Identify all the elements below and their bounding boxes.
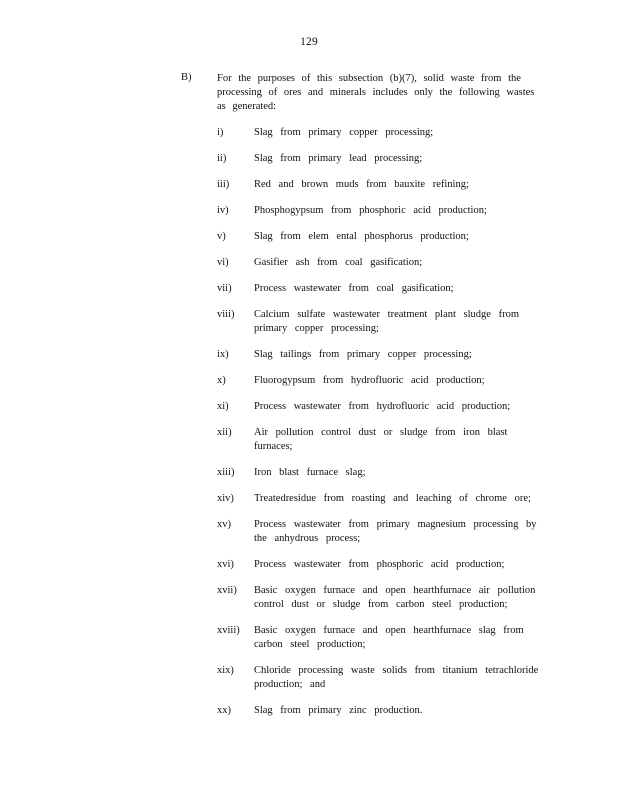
item-text: Iron blast furnace slag; — [254, 467, 366, 478]
item-text: Calcium sulfate wastewater treatment plant sludge from primary copper processing; — [254, 309, 520, 334]
item-text: Process wastewater from phosphoric acid production; — [254, 559, 505, 570]
item-text: Process wastewater from hydrofluoric acid production; — [254, 401, 511, 412]
item-number: xii) — [217, 427, 232, 438]
list-item — [217, 204, 547, 218]
section-intro: For the purposes of this subsection (b)(7), solid waste from the processing of ores and minerals includes only the following wastes as generated: — [217, 73, 535, 112]
item-number: ii) — [217, 153, 227, 164]
list-item — [217, 308, 547, 336]
section-label: B) — [181, 72, 192, 83]
list-item — [217, 126, 547, 140]
item-number: iv) — [217, 205, 229, 216]
list-item — [217, 256, 547, 270]
list-item — [217, 558, 547, 572]
item-number: vi) — [217, 257, 229, 268]
list-item — [217, 178, 547, 192]
item-text: Basic oxygen furnace and open hearthfurnace slag from carbon steel production; — [254, 625, 524, 650]
list-item — [217, 400, 547, 414]
item-text: Treatedresidue from roasting and leaching of chrome ore; — [254, 493, 531, 504]
item-text: Slag from primary copper processing; — [254, 127, 434, 138]
item-number: v) — [217, 231, 226, 242]
list-item — [217, 624, 547, 652]
item-text: Process wastewater from coal gasification; — [254, 283, 454, 294]
list-item — [217, 374, 547, 388]
item-number: xx) — [217, 705, 231, 716]
item-text: Slag from primary lead processing; — [254, 153, 423, 164]
item-text: Process wastewater from primary magnesium processing by the anhydrous process; — [254, 519, 537, 544]
item-number: xix) — [217, 665, 234, 676]
item-text: Phosphogypsum from phosphoric acid production; — [254, 205, 487, 216]
list-item — [217, 230, 547, 244]
list-item — [217, 348, 547, 362]
item-text: Fluorogypsum from hydrofluoric acid production; — [254, 375, 485, 386]
list-item — [217, 584, 547, 612]
item-number: i) — [217, 127, 224, 138]
waste-list — [217, 126, 547, 730]
page-number: 129 — [300, 36, 318, 48]
list-item — [217, 466, 547, 480]
item-text: Slag from elem ental phosphorus production; — [254, 231, 469, 242]
item-text: Gasifier ash from coal gasification; — [254, 257, 423, 268]
item-number: xiv) — [217, 493, 234, 504]
item-text: Red and brown muds from bauxite refining; — [254, 179, 469, 190]
item-number: xviii) — [217, 625, 240, 636]
item-number: xvii) — [217, 585, 237, 596]
list-item — [217, 282, 547, 296]
list-item — [217, 492, 547, 506]
item-number: x) — [217, 375, 226, 386]
list-item — [217, 152, 547, 166]
item-number: iii) — [217, 179, 230, 190]
item-number: xi) — [217, 401, 229, 412]
item-text: Air pollution control dust or sludge from iron blast furnaces; — [254, 427, 508, 452]
item-number: xvi) — [217, 559, 234, 570]
list-item — [217, 426, 547, 454]
item-text: Slag tailings from primary copper processing; — [254, 349, 472, 360]
item-number: ix) — [217, 349, 229, 360]
list-item — [217, 518, 547, 546]
list-item — [217, 704, 547, 718]
item-number: viii) — [217, 309, 235, 320]
item-text: Basic oxygen furnace and open hearthfurnace air pollution control dust or sludge from carbon steel production; — [254, 585, 536, 610]
item-text: Slag from primary zinc production. — [254, 705, 423, 716]
item-text: Chloride processing waste solids from titanium tetrachloride production; and — [254, 665, 539, 690]
list-item — [217, 664, 547, 692]
item-number: xiii) — [217, 467, 235, 478]
item-number: xv) — [217, 519, 231, 530]
item-number: vii) — [217, 283, 232, 294]
